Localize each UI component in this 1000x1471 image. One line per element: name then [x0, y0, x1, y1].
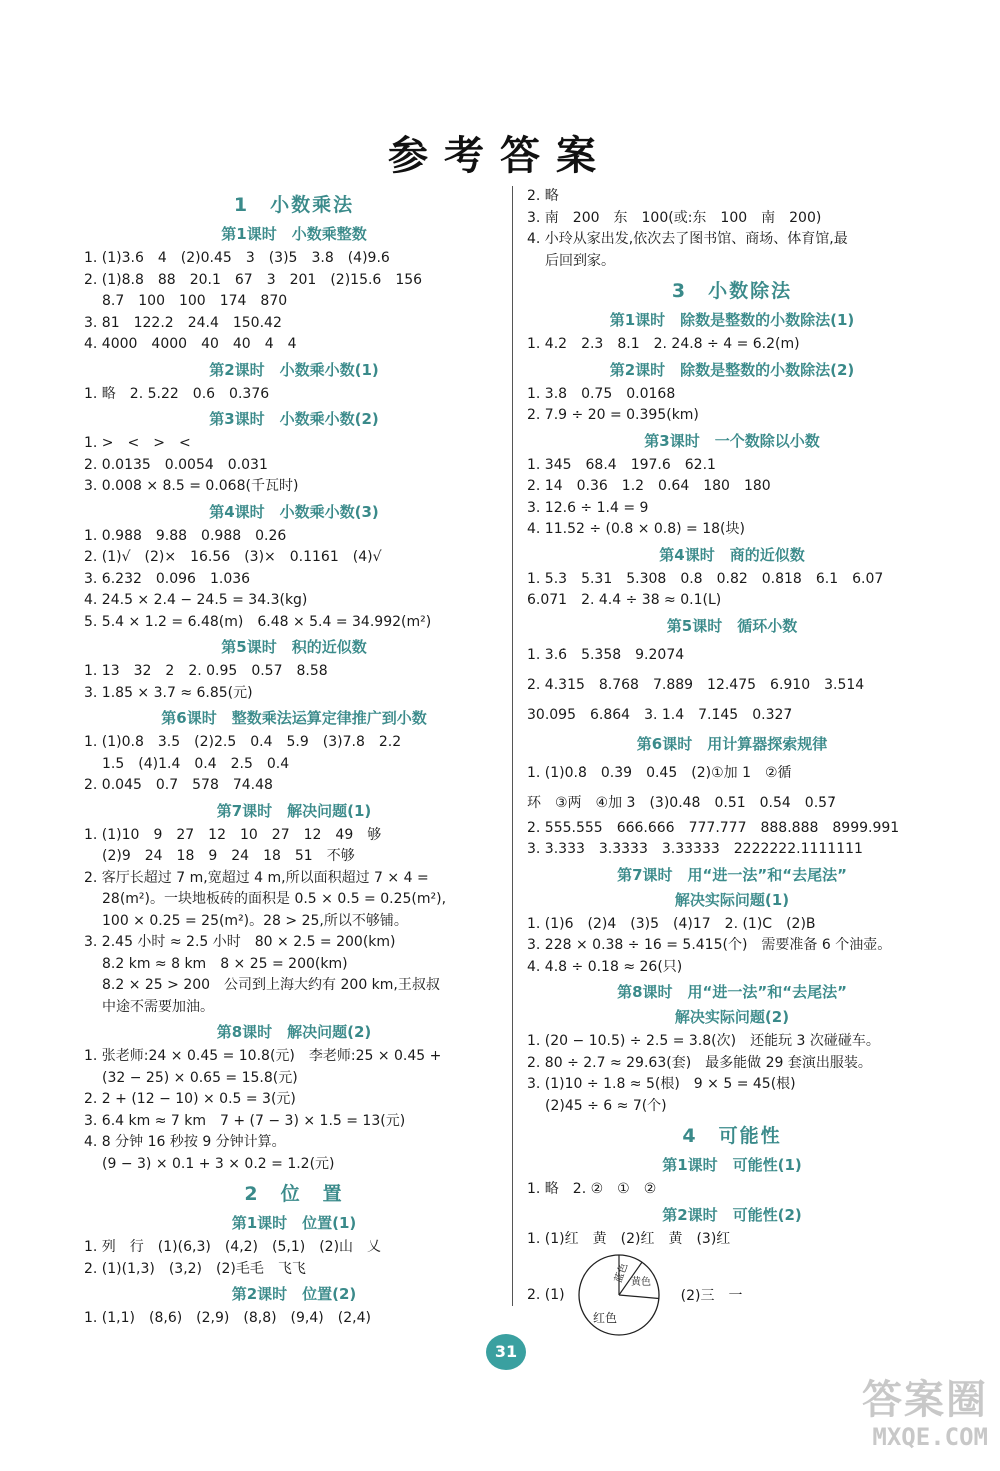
answer-line: 30.095 6.864 3. 1.4̇ 7.1̇45̇ 0.3̇27̇	[527, 706, 793, 723]
unit-heading: 3 小数除法	[671, 280, 793, 302]
answer-line: 1. 0.988 9.88 0.988 0.26	[84, 527, 287, 544]
lesson-heading: 第4课时 小数乘小数(3)	[209, 502, 379, 521]
answer-line: 3. 1.85 × 3.7 ≈ 6.85(元)	[84, 684, 253, 701]
answer-line: 1. 345 68.4 197.6 62.1	[527, 456, 716, 473]
answer-line: (32 − 25) × 0.65 = 15.8(元)	[102, 1069, 298, 1086]
answer-line: 4. 4.8 ÷ 0.18 ≈ 26(只)	[527, 958, 683, 975]
answer-line: 4. 8 分钟 16 秒按 9 分钟计算。	[84, 1134, 286, 1150]
lesson-heading: 第7课时 用“进一法”和“去尾法”	[617, 865, 847, 884]
lesson-heading: 第5课时 积的近似数	[221, 638, 367, 656]
answer-line: 3. (1)10 ÷ 1.8 ≈ 5(根) 9 × 5 = 45(根)	[527, 1076, 796, 1092]
answer-line: 1. 3.6̇ 5.3̇58̇ 9.20̇74̇	[527, 646, 685, 663]
lesson-heading: 第1课时 可能性(1)	[662, 1156, 802, 1174]
answer-line: 100 × 0.25 = 25(m²)。28 > 25,所以不够铺。	[102, 912, 408, 929]
answer-line: 1. 列 行 (1)(6,3) (4,2) (5,1) (2)山 乂	[84, 1239, 382, 1255]
answer-line: 4. 小玲从家出发,依次去了图书馆、商场、体育馆,最	[527, 231, 848, 247]
unit-heading: 4 可能性	[682, 1125, 782, 1147]
answer-line: 3. 3.333 3.3333 3.33333 2222222.1111111	[527, 841, 863, 857]
answer-line: 1.5 (4)1.4 0.4 2.5 0.4	[102, 755, 290, 772]
lesson-heading: 第2课时 除数是整数的小数除法(2)	[609, 360, 855, 379]
answer-line: 3. 81 122.2 24.4 150.42	[84, 314, 282, 331]
answer-line: 2. 7.9 ÷ 20 = 0.395(km)	[527, 407, 699, 423]
pie-label: 2. (1)	[527, 1287, 565, 1303]
answer-line: 2. 客厅长超过 7 m,宽超过 4 m,所以面积超过 7 × 4 =	[84, 869, 429, 886]
answer-line: 1. 略 2. 5.22 0.6 0.376	[84, 385, 270, 402]
lesson-heading: 第3课时 小数乘小数(2)	[209, 410, 379, 428]
lesson-heading: 第4课时 商的近似数	[659, 545, 805, 564]
page-number: 31	[486, 1334, 526, 1370]
answer-line: 3. 6.4 km ≈ 7 km 7 + (7 − 3) × 1.5 = 13(元)	[84, 1112, 406, 1129]
answer-line: 3. 6.232 0.096 1.036	[84, 570, 251, 587]
watermark-top: 答案圈	[862, 1377, 988, 1423]
answer-line: 后回到家。	[545, 252, 615, 269]
lesson-heading: 第6课时 用计算器探索规律	[636, 734, 828, 753]
lesson-heading: 第8课时 解决问题(2)	[216, 1023, 372, 1041]
answer-line: 28(m²)。一块地板砖的面积是 0.5 × 0.5 = 0.25(m²),	[102, 891, 447, 907]
pie-answer-part2: (2)三 一	[680, 1288, 743, 1304]
pie-chart	[571, 1252, 667, 1338]
column-divider	[512, 186, 513, 1306]
pie-sector-label: 黄色	[630, 1277, 651, 1288]
answer-line: 2. 80 ÷ 2.7 ≈ 29.63(套) 最多能做 29 套演出服装。	[527, 1054, 872, 1071]
answer-line: (2)9 24 18 9 24 18 51 不够	[102, 848, 355, 864]
pie-sector-label: 蓝色	[612, 1261, 630, 1285]
lesson-heading: 解决实际问题(2)	[674, 1008, 790, 1026]
answer-line: (2)45 ÷ 6 ≈ 7(个)	[545, 1097, 667, 1114]
answer-line: 4. 24.5 × 2.4 − 24.5 = 34.3(kg)	[84, 592, 308, 608]
answer-line: 1. (1,1) (8,6) (2,9) (8,8) (9,4) (2,4)	[84, 1310, 371, 1326]
answer-line: 中途不需要加油。	[102, 998, 214, 1015]
answer-line: 4. 4000 4000 40 40 4 4	[84, 336, 297, 352]
lesson-heading: 第7课时 解决问题(1)	[216, 801, 372, 820]
answer-line: 2. 14 0.36 1.2 0.64 180 180	[527, 478, 771, 494]
unit-heading: 2 位 置	[244, 1183, 344, 1205]
unit-heading: 1 小数乘法	[233, 194, 355, 216]
pie-divider-line	[619, 1295, 659, 1298]
answer-line: 2. 4.315 8.768 7.889 12.475 6.910 3.514	[527, 676, 865, 693]
answer-line: 1. (1)0.8̇ 0.3̇9̇ 0.4̇5̇ (2)①加 1 ②循	[527, 764, 792, 781]
answer-line: 4. 11.52 ÷ (0.8 × 0.8) = 18(块)	[527, 521, 745, 537]
lesson-heading: 第8课时 用“进一法”和“去尾法”	[617, 983, 847, 1001]
answer-line: 2. 2 + (12 − 10) × 0.5 = 3(元)	[84, 1091, 296, 1107]
answer-line: 2. 略	[527, 188, 559, 204]
answer-line: 1. (20 − 10.5) ÷ 2.5 = 3.8(次) 还能玩 3 次碰碰车。	[527, 1033, 880, 1049]
answer-line: 8.2 km ≈ 8 km 8 × 25 = 200(km)	[102, 955, 348, 972]
lesson-heading: 第2课时 小数乘小数(1)	[209, 360, 379, 379]
lesson-heading: 解决实际问题(1)	[674, 890, 790, 909]
answer-line: 5. 5.4 × 1.2 = 6.48(m) 6.48 × 5.4 = 34.992(m²)	[84, 613, 432, 630]
answer-line: 环 ③两 ④加 3 (3)0.4̇8̇ 0.5̇1̇ 0.5̇4̇ 0.5̇7̇	[527, 794, 836, 811]
answer-line: 1. (1)红 黄 (2)红 黄 (3)红	[527, 1230, 731, 1247]
watermark-logo	[788, 1378, 988, 1458]
answer-line: 1. 4.2 2.3 8.1 2. 24.8 ÷ 4 = 6.2(m)	[527, 336, 800, 352]
answer-line: 2. 0.0135 0.0054 0.031	[84, 456, 268, 473]
watermark-bottom: MXQE.COM	[872, 1423, 988, 1451]
left-column	[84, 186, 504, 1330]
answer-line: 1. 略 2. ② ① ②	[527, 1181, 657, 1197]
answer-line: 1. > < > <	[84, 435, 191, 451]
answer-line: 2. 555.555 666.666 777.777 888.888 8999.991	[527, 819, 900, 836]
answer-line: 1. 3.8 0.75 0.0168	[527, 385, 676, 402]
answer-line: 3. 228 × 0.38 ÷ 16 = 5.415(个) 需要准备 6 个油壶。	[527, 937, 892, 953]
answer-line: 8.7 100 100 174 870	[102, 293, 288, 309]
answer-line: 3. 2.45 小时 ≈ 2.5 小时 80 × 2.5 = 200(km)	[84, 934, 396, 950]
answer-line: 1. 张老师:24 × 0.45 = 10.8(元) 李老师:25 × 0.45 +	[84, 1048, 442, 1064]
answer-line: 3. 南 200 东 100(或:东 100 南 200)	[527, 209, 822, 226]
lesson-heading: 第1课时 位置(1)	[231, 1214, 357, 1232]
lesson-heading: 第2课时 可能性(2)	[662, 1205, 802, 1224]
right-column	[527, 186, 937, 1340]
lesson-heading: 第5课时 循环小数	[666, 616, 798, 635]
answer-line: 1. 13 32 2 2. 0.95 0.57 8.58	[84, 663, 328, 679]
pie-answer	[527, 1250, 937, 1340]
answer-line: 1. (1)0.8 3.5 (2)2.5 0.4 5.9 (3)7.8 2.2	[84, 734, 402, 750]
lesson-heading: 第1课时 除数是整数的小数除法(1)	[609, 311, 855, 329]
page-title: 参考答案	[388, 132, 612, 179]
answer-line: 2. (1)(1,3) (3,2) (2)毛毛 飞飞	[84, 1260, 306, 1277]
lesson-heading: 第1课时 小数乘整数	[221, 225, 367, 243]
answer-line: 1. (1)6 (2)4 (3)5 (4)17 2. (1)C (2)B	[527, 915, 816, 932]
lesson-heading: 第3课时 一个数除以小数	[644, 431, 820, 450]
answer-line: 3. 12.6 ÷ 1.4 = 9	[527, 499, 649, 516]
answer-line: 6.071 2. 4.4 ÷ 38 ≈ 0.1(L)	[527, 592, 722, 608]
lesson-heading: 第6课时 整数乘法运算定律推广到小数	[161, 709, 427, 727]
answer-line: 1. (1)10 9 27 12 10 27 12 49 够	[84, 826, 382, 843]
answer-line: 8.2 × 25 > 200 公司到上海大约有 200 km,王叔叔	[102, 977, 440, 993]
answer-line: 2. (1)8.8 88 20.1 67 3 201 (2)15.6 156	[84, 271, 423, 288]
lesson-heading: 第2课时 位置(2)	[231, 1285, 357, 1303]
answer-line: 1. 5.3 5.31 5.308 0.8 0.82 0.818 6.1 6.07	[527, 570, 884, 587]
pie-sector-label: 红色	[592, 1311, 617, 1325]
answer-line: 2. 0.045 0.7 578 74.48	[84, 777, 273, 793]
answer-line: 1. (1)3.6 4 (2)0.45 3 (3)5 3.8 (4)9.6	[84, 250, 390, 266]
answer-line: (9 − 3) × 0.1 + 3 × 0.2 = 1.2(元)	[102, 1155, 335, 1172]
answer-line: 2. (1)√ (2)× 16.56 (3)× 0.1161 (4)√	[84, 549, 382, 565]
answer-line: 3. 0.008 × 8.5 = 0.068(千瓦时)	[84, 478, 299, 494]
